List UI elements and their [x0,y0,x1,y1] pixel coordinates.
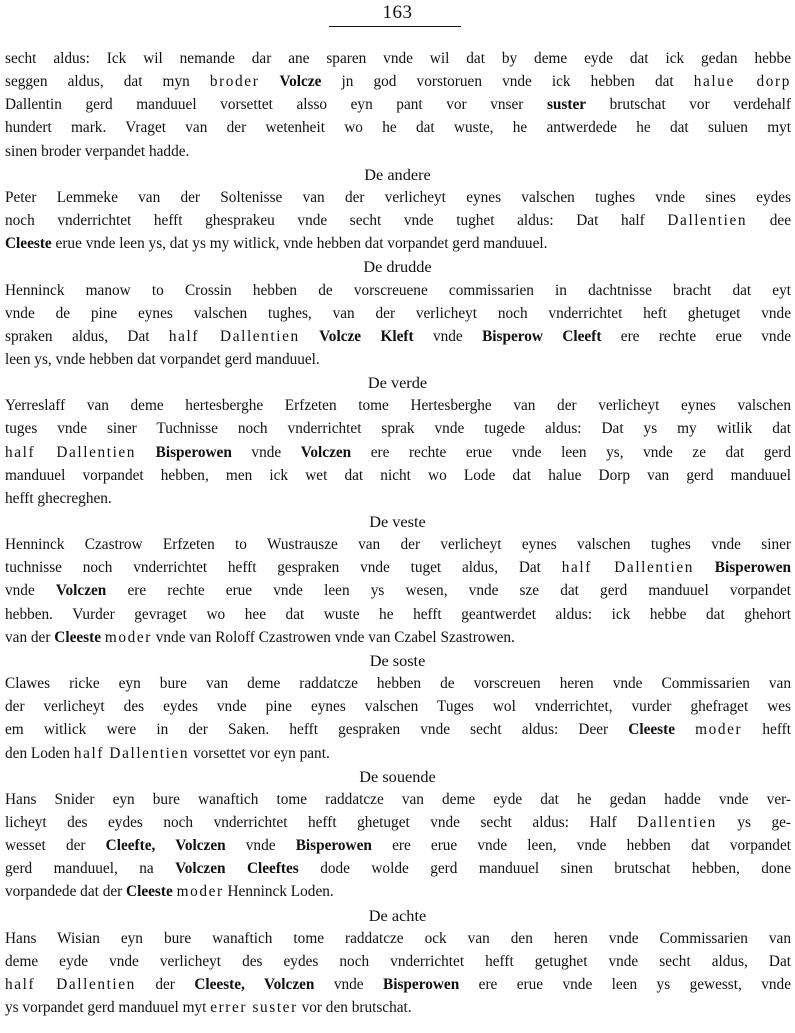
text-line [5,302,791,325]
spaced-text: half Dallentien [5,443,137,461]
text-line [5,70,791,93]
section-heading: De achte [368,905,427,925]
text-run: brutschat vor verdehalf [586,96,792,114]
text-line [5,348,791,371]
text-line [5,47,791,70]
text-line [5,950,791,973]
text-run: deme eyde vnde verlicheyt des eydes noch vnderrichtet hefft getughet vnde secht aldus, Dat [5,952,791,970]
text-run: van der [5,628,55,646]
text-run: leen ys, vnde hebben dat vorpandet gerd manduuel. [5,350,320,368]
bold-name: Bisperowen [155,443,232,461]
text-line [5,695,791,718]
text-run: hefft [742,721,791,739]
spaced-text: moder [104,628,152,646]
bold-name: Cleeste, Volczen [194,976,315,993]
text-line [5,718,791,741]
text-run: sinen broder verpandet hadde. [5,142,190,160]
text-run: Henninck manow to Crossin hebben de vorscreuene commissarien in dachtnisse bracht dat eyt [5,281,791,299]
text-run: hundert mark. Vraget van der wetenheit wo he dat wuste, he antwerdede he dat suluen myt [5,119,791,137]
text-line [5,973,791,996]
section-heading: De drudde [363,257,432,277]
section-heading: De soste [369,650,426,670]
text-line [5,487,791,510]
text-line [5,394,791,417]
bold-name: Bisperowen [714,559,791,577]
text-line [5,603,791,626]
bold-name: Volcze Kleft [319,327,414,345]
text-run: vorsettet vor eyn pant. [189,744,330,762]
bold-name: Bisperow Cleeft [482,327,602,345]
text-run: vnde [225,837,296,855]
text-line [5,325,791,348]
text-run [675,721,695,738]
text-run [300,328,319,345]
text-line [5,672,791,695]
spaced-text: half Dallentien [73,744,190,762]
text-line [5,834,791,857]
text-run: ys ge- [716,813,791,831]
text-run: em witlick were in der Saken. hefft gespraken vnde secht aldus: Deer [5,721,629,739]
text-run [136,444,156,461]
spaced-text: Dallentien [667,212,748,229]
text-line [5,927,791,950]
spaced-text: moder [176,883,224,901]
text-run: licheyt des eydes noch vnderrichtet hefft ghetuget vnde secht aldus: Half [5,813,638,831]
text-run: seggen aldus, dat myn [5,73,210,91]
text-line [5,116,791,139]
text-line [5,93,791,116]
text-run: erue vnde leen ys, dat ys my witlick, vnde hebben dat vorpandet gerd manduuel. [51,235,548,253]
text-run: gerd manduuel, na [5,860,176,878]
text-line [5,857,791,880]
text-run: Hans Snider eyn bure wanaftich tome raddatcze van deme eyde dat he gedan hadde vnde ver- [5,790,791,808]
spaced-text: broder [209,73,260,91]
text-run: ere rechte erue vnde [601,327,792,345]
spaced-text: errer suster [210,999,298,1017]
text-run: ere erue vnde leen ys gewesst, vnde [459,976,791,993]
text-run: noch vnderrichtet hefft ghesprakeu vnde secht vnde tughet aldus: Dat half [5,212,668,229]
text-run [259,73,279,90]
text-line [5,533,791,556]
spaced-text: half Dallentien [561,559,694,577]
text-line [5,140,791,163]
bold-name: Cleeste [628,721,675,739]
bold-name: Bisperowen [295,837,372,855]
bold-name: Volczen [55,582,107,600]
text-run: vorpandede dat der [5,883,127,901]
text-run: dee [747,212,791,229]
section-heading: De souende [359,766,436,786]
text-run: vor den brutschat. [297,999,412,1017]
bold-name: Volczen [300,443,352,461]
text-line [5,579,791,602]
text-run: dode wolde gerd manduuel sinen brutschat hebben, done [298,860,791,878]
text-run: Henninck Loden. [223,883,334,901]
spaced-text: half Dallentien [168,327,300,345]
text-run: Henninck Czastrow Erfzeten to Wustrausze van der verlicheyt eynes valschen tughes vnde siner [5,536,791,554]
text-run: vnde [314,976,384,993]
text-run: Peter Lemmeke van der Soltenisse van der verlicheyt eynes valschen tughes vnde sines eydes [5,188,791,206]
text-run: vnde [413,327,483,345]
text-run: wesset der [5,837,106,855]
text-run: den Loden [5,744,74,762]
text-run: Dallentin gerd manduuel vorsettet alsso eyn pant vor vnser [5,96,547,114]
bold-name: Cleeste [126,883,173,901]
text-run: ys vorpandet gerd manduuel myt [5,999,211,1017]
text-run: vnde [5,582,56,600]
text-line [5,441,791,464]
text-line [5,880,791,903]
text-run: hefft ghecreghen. [5,489,112,507]
text-run: hebben. Vurder gevraget wo hee dat wuste he hefft geantwerdet aldus: ick hebbe dat ghehort [5,605,791,623]
text-line [5,788,791,811]
text-line [5,417,791,440]
text-run: spraken aldus, Dat [5,327,169,345]
bold-name: suster [546,96,587,114]
bold-name: Cleefte, Volczen [105,837,226,855]
text-line [5,232,791,255]
bold-name: Bisperowen [383,976,460,993]
text-run: Hans Wisian eyn bure wanaftich tome raddatcze ock van den heren vnde Commissarien van [5,929,791,947]
text-line [5,556,791,579]
bold-name: Cleeste [54,628,101,646]
text-run: vnde van Roloff Czastrowen vnde van Czabel Szastrowen. [151,628,515,646]
text-run: der verlicheyt des eydes vnde pine eynes valschen Tuges wol vnderrichtet, vurder ghefraget wes [5,698,791,716]
text-line [5,279,791,302]
text-run: tuchnisse noch vnderrichtet hefft gespraken vnde tuget aldus, Dat [5,559,562,577]
text-run: jn god vorstoruen vnde ick hebben dat [321,73,694,91]
section-heading: De andere [364,164,431,184]
text-run: vnde de pine eynes valschen tughes, van der verlicheyt noch vnderrichtet heft ghetuget vnde [5,304,791,322]
text-run: Yerreslaff van deme hertesberghe Erfzeten tome Hertesberghe van der verlicheyt eynes valschen [5,397,791,415]
text-run [694,559,715,576]
text-run: der [135,976,195,993]
header-rule [329,26,461,27]
text-run: Clawes ricke eyn bure van deme raddatcze hebben de vorscreuen heren vnde Commissarien van [5,675,791,692]
text-run: manduuel vorpandet hebben, men ick wet dat nicht wo Lode dat halue Dorp van gerd manduuel [5,466,791,484]
spaced-text: Dallentien [637,813,717,831]
text-run: secht aldus: Ick wil nemande dar ane sparen vnde wil dat by deme eyde dat ick gedan hebbe [5,50,791,67]
section-heading: De veste [369,512,426,531]
bold-name: Cleeste [5,235,52,253]
spaced-text: moder [695,721,743,739]
section-heading: De verde [367,373,428,393]
page-number: 163 [382,2,413,23]
text-line [5,811,791,834]
text-run: ere rechte erue vnde leen ys, vnde ze dat gerd [351,443,791,461]
text-line [5,996,791,1019]
text-run: tuges vnde siner Tuchnisse noch vnderrichtet sprak vnde tugede aldus: Dat ys my witlik dat [5,420,791,438]
text-line [5,209,791,232]
text-line [5,186,791,209]
spaced-text: halue dorp [693,73,791,91]
spaced-text: half Dallentien [5,976,136,993]
text-run: ere rechte erue vnde leen ys wesen, vnde sze dat gerd manduuel vorpandet [106,582,792,600]
text-run: vnde [231,443,301,461]
bold-name: Volczen Cleeftes [175,860,299,878]
text-line [5,742,791,765]
text-run: ere erue vnde leen, vnde hebben dat vorpandet [371,837,791,855]
text-line [5,626,791,649]
bold-name: Volcze [279,73,322,91]
text-line [5,464,791,487]
